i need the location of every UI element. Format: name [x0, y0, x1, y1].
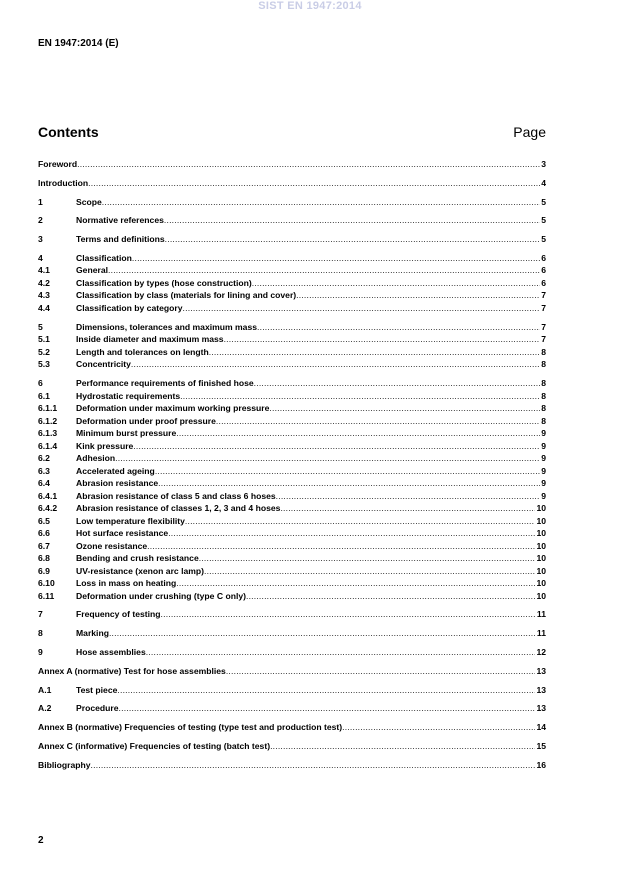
toc-entry-title: General: [76, 265, 109, 276]
toc-leader-dots: [276, 490, 541, 503]
toc-entry[interactable]: [38, 264, 546, 277]
toc-entry[interactable]: [38, 440, 546, 453]
toc-entry[interactable]: [38, 490, 546, 503]
toc-leader-dots: [77, 158, 540, 171]
toc-entry-number: 6.2: [38, 453, 50, 464]
toc-leader-dots: [185, 515, 536, 528]
toc-entry-title: Introduction: [38, 177, 89, 188]
toc-entry-number: 5.2: [38, 346, 50, 357]
toc-leader-dots: [183, 302, 541, 315]
toc-leader-dots: [132, 252, 540, 265]
toc-entry-title: Deformation under proof pressure: [76, 415, 216, 426]
toc-entry-number: 5.3: [38, 359, 50, 370]
toc-entry[interactable]: [38, 252, 546, 265]
toc-entry-page: 13: [536, 684, 546, 695]
toc-entry-number: 6.6: [38, 528, 50, 539]
toc-entry-page: 10: [536, 540, 546, 551]
toc-entry-number: 2: [38, 215, 43, 226]
toc-entry-title: Hydrostatic requirements: [76, 390, 181, 401]
toc-entry-page: 7: [541, 334, 546, 345]
toc-entry-page: 7: [541, 302, 546, 313]
toc-entry[interactable]: [38, 740, 546, 753]
toc-entry[interactable]: [38, 214, 546, 227]
toc-entry-title: Hot surface resistance: [76, 528, 169, 539]
toc-entry[interactable]: [38, 684, 546, 697]
table-of-contents: [38, 158, 546, 771]
toc-leader-dots: [226, 665, 536, 678]
toc-entry[interactable]: [38, 608, 546, 621]
toc-entry[interactable]: [38, 590, 546, 603]
toc-entry[interactable]: [38, 759, 546, 772]
toc-entry-number: 5: [38, 321, 43, 332]
toc-leader-dots: [296, 289, 540, 302]
toc-entry-title: Deformation under maximum working pressure: [76, 403, 270, 414]
toc-entry-number: 6.7: [38, 540, 50, 551]
contents-title: Contents: [38, 124, 99, 140]
toc-entry-number: 6.1.1: [38, 403, 58, 414]
toc-entry-title: Minimum burst pressure: [76, 428, 177, 439]
toc-leader-dots: [176, 577, 535, 590]
toc-entry[interactable]: [38, 302, 546, 315]
toc-entry-title: Annex B (normative) Frequencies of testing (type test and production test): [38, 722, 343, 733]
toc-entry-number: A.2: [38, 703, 52, 714]
toc-entry-page: 8: [541, 403, 546, 414]
toc-entry-page: 10: [536, 515, 546, 526]
toc-entry-title: Foreword: [38, 159, 78, 169]
page-column-heading: Page: [513, 124, 546, 140]
toc-leader-dots: [269, 402, 540, 415]
toc-entry-title: Deformation under crushing (type C only): [76, 590, 246, 601]
toc-entry-number: 6.11: [38, 590, 55, 601]
toc-entry[interactable]: [38, 358, 546, 371]
toc-entry[interactable]: [38, 665, 546, 678]
toc-leader-dots: [88, 177, 540, 190]
toc-entry-title: Test piece: [76, 684, 118, 695]
toc-entry-page: 10: [536, 503, 546, 514]
toc-entry-title: UV-resistance (xenon arc lamp): [76, 565, 204, 576]
toc-entry-number: 6.10: [38, 578, 55, 589]
toc-entry-title: Abrasion resistance of classes 1, 2, 3 and 4 hoses: [76, 503, 281, 514]
toc-entry-title: Classification by types (hose construction): [76, 277, 252, 288]
toc-entry[interactable]: [38, 233, 546, 246]
toc-entry[interactable]: [38, 289, 546, 302]
toc-entry-number: 6.4.1: [38, 490, 58, 501]
toc-entry-title: Bibliography: [38, 759, 91, 770]
toc-entry[interactable]: [38, 702, 546, 715]
toc-entry-page: 7: [541, 290, 546, 301]
toc-entry-page: 9: [541, 490, 546, 501]
toc-leader-dots: [119, 702, 536, 715]
toc-entry-number: 6.1.2: [38, 415, 58, 426]
toc-entry-page: 10: [536, 553, 546, 564]
toc-entry-number: 3: [38, 234, 43, 245]
toc-entry[interactable]: [38, 646, 546, 659]
toc-leader-dots: [280, 502, 535, 515]
toc-entry-page: 5: [541, 196, 546, 207]
toc-entry[interactable]: [38, 565, 546, 578]
toc-entry[interactable]: [38, 502, 546, 515]
toc-entry[interactable]: [38, 277, 546, 290]
toc-leader-dots: [257, 321, 540, 334]
toc-entry-page: 10: [536, 590, 546, 601]
toc-entry-title: Classification by class (materials for lining and cover): [76, 290, 297, 301]
toc-leader-dots: [252, 277, 540, 290]
toc-entry[interactable]: [38, 402, 546, 415]
document-id: EN 1947:2014 (E): [38, 38, 119, 49]
toc-entry-number: 6.4.2: [38, 503, 58, 514]
toc-entry-title: Classification: [76, 252, 132, 263]
toc-entry-title: Marking: [76, 628, 109, 639]
toc-entry[interactable]: [38, 577, 546, 590]
toc-entry-title: Concentricity: [76, 359, 131, 370]
toc-entry-title: Low temperature flexibility: [76, 515, 185, 526]
toc-entry-page: 9: [541, 428, 546, 439]
toc-entry-page: 8: [541, 415, 546, 426]
toc-entry-title: Scope: [76, 196, 102, 207]
toc-entry-title: Annex A (normative) Test for hose assemblies: [38, 665, 226, 676]
toc-entry-page: 9: [541, 478, 546, 489]
toc-entry-title: Frequency of testing: [76, 609, 161, 620]
toc-entry-title: Bending and crush resistance: [76, 553, 199, 564]
toc-leader-dots: [147, 540, 535, 553]
toc-leader-dots: [133, 440, 540, 453]
toc-leader-dots: [204, 565, 535, 578]
toc-entry-number: 6.3: [38, 465, 50, 476]
toc-leader-dots: [109, 627, 536, 640]
toc-entry-page: 10: [536, 565, 546, 576]
toc-entry-page: 5: [541, 215, 546, 226]
toc-entry[interactable]: [38, 477, 546, 490]
toc-entry-page: 9: [541, 453, 546, 464]
toc-leader-dots: [108, 264, 540, 277]
toc-entry[interactable]: [38, 465, 546, 478]
toc-entry-title: Dimensions, tolerances and maximum mass: [76, 321, 258, 332]
toc-entry-number: 5.1: [38, 334, 50, 345]
toc-entry-number: 6.1.4: [38, 440, 58, 451]
toc-entry[interactable]: [38, 427, 546, 440]
toc-entry-number: 6: [38, 378, 43, 389]
toc-leader-dots: [176, 427, 540, 440]
toc-leader-dots: [164, 214, 540, 227]
toc-entry-title: Procedure: [76, 703, 119, 714]
toc-entry-number: 4.4: [38, 302, 50, 313]
toc-entry-title: Classification by category: [76, 302, 183, 313]
toc-entry-page: 13: [536, 665, 546, 676]
toc-leader-dots: [224, 333, 541, 346]
toc-entry-page: 6: [541, 265, 546, 276]
toc-entry-page: 8: [541, 378, 546, 389]
toc-entry-title: Hose assemblies: [76, 646, 146, 657]
toc-entry-number: 6.9: [38, 565, 50, 576]
toc-leader-dots: [180, 390, 540, 403]
toc-leader-dots: [146, 646, 536, 659]
toc-entry[interactable]: [38, 721, 546, 734]
toc-entry-page: 8: [541, 346, 546, 357]
toc-entry-page: 7: [541, 321, 546, 332]
toc-entry-page: 13: [536, 703, 546, 714]
toc-entry-number: 1: [38, 196, 43, 207]
toc-entry-title: Loss in mass on heating: [76, 578, 177, 589]
toc-entry-title: Abrasion resistance: [76, 478, 159, 489]
toc-entry-page: 10: [536, 578, 546, 589]
toc-leader-dots: [165, 233, 541, 246]
toc-entry-page: 9: [541, 440, 546, 451]
toc-leader-dots: [161, 608, 536, 621]
toc-entry-number: 4.1: [38, 265, 50, 276]
toc-entry[interactable]: [38, 540, 546, 553]
toc-leader-dots: [270, 740, 535, 753]
toc-entry-page: 4: [541, 177, 546, 188]
toc-leader-dots: [131, 358, 540, 371]
toc-entry[interactable]: [38, 552, 546, 565]
toc-entry-page: 6: [541, 277, 546, 288]
toc-entry-title: Ozone resistance: [76, 540, 148, 551]
toc-leader-dots: [91, 759, 536, 772]
page-number: 2: [38, 835, 44, 846]
toc-leader-dots: [254, 377, 541, 390]
toc-entry-page: 8: [541, 390, 546, 401]
toc-entry-page: 8: [541, 359, 546, 370]
toc-entry-number: 4.3: [38, 290, 50, 301]
toc-entry-number: 6.5: [38, 515, 50, 526]
toc-entry-page: 3: [541, 159, 546, 169]
toc-leader-dots: [168, 527, 535, 540]
toc-entry-title: Terms and definitions: [76, 234, 165, 245]
toc-entry-title: Performance requirements of finished hose: [76, 378, 254, 389]
toc-entry-number: 6.1: [38, 390, 50, 401]
toc-leader-dots: [246, 590, 535, 603]
toc-entry[interactable]: [38, 627, 546, 640]
toc-leader-dots: [342, 721, 535, 734]
toc-entry-number: 6.1.3: [38, 428, 58, 439]
toc-entry[interactable]: [38, 390, 546, 403]
toc-entry-number: 4.2: [38, 277, 50, 288]
toc-entry-number: 9: [38, 646, 43, 657]
toc-entry[interactable]: [38, 527, 546, 540]
toc-leader-dots: [117, 684, 535, 697]
toc-entry-page: 15: [536, 740, 546, 751]
toc-leader-dots: [102, 196, 540, 209]
toc-entry-number: 8: [38, 628, 43, 639]
toc-entry-page: 11: [536, 609, 546, 620]
toc-entry-title: Annex C (informative) Frequencies of testing (batch test): [38, 740, 271, 751]
toc-leader-dots: [155, 465, 540, 478]
toc-leader-dots: [115, 452, 540, 465]
toc-entry[interactable]: [38, 515, 546, 528]
toc-entry-page: 10: [536, 528, 546, 539]
toc-entry-page: 9: [541, 465, 546, 476]
toc-entry[interactable]: [38, 321, 546, 334]
toc-entry[interactable]: [38, 177, 546, 190]
toc-entry-title: Abrasion resistance of class 5 and class 6 hoses: [76, 490, 276, 501]
toc-leader-dots: [216, 415, 540, 428]
toc-entry[interactable]: [38, 333, 546, 346]
toc-entry-page: 6: [541, 252, 546, 263]
toc-entry[interactable]: [38, 346, 546, 359]
toc-leader-dots: [199, 552, 536, 565]
toc-entry-title: Adhesion: [76, 453, 116, 464]
toc-entry-page: 12: [536, 646, 546, 657]
toc-entry-title: Length and tolerances on length: [76, 346, 209, 357]
toc-leader-dots: [209, 346, 540, 359]
toc-entry-number: 4: [38, 252, 43, 263]
toc-entry-page: 14: [536, 722, 546, 733]
toc-leader-dots: [158, 477, 540, 490]
toc-entry[interactable]: [38, 452, 546, 465]
toc-entry-title: Accelerated ageing: [76, 465, 155, 476]
toc-entry-title: Normative references: [76, 215, 164, 226]
toc-entry-page: 5: [541, 234, 546, 245]
toc-entry[interactable]: [38, 415, 546, 428]
toc-entry-page: 16: [536, 759, 546, 770]
toc-entry[interactable]: [38, 158, 546, 171]
toc-entry[interactable]: [38, 377, 546, 390]
toc-entry-title: Kink pressure: [76, 440, 134, 451]
toc-entry-number: A.1: [38, 684, 52, 695]
toc-entry-number: 6.4: [38, 478, 50, 489]
toc-entry[interactable]: [38, 196, 546, 209]
toc-entry-number: 6.8: [38, 553, 50, 564]
toc-entry-page: 11: [536, 628, 546, 639]
toc-entry-number: 7: [38, 609, 43, 620]
watermark: SIST EN 1947:2014: [258, 0, 362, 12]
toc-entry-title: Inside diameter and maximum mass: [76, 334, 224, 345]
